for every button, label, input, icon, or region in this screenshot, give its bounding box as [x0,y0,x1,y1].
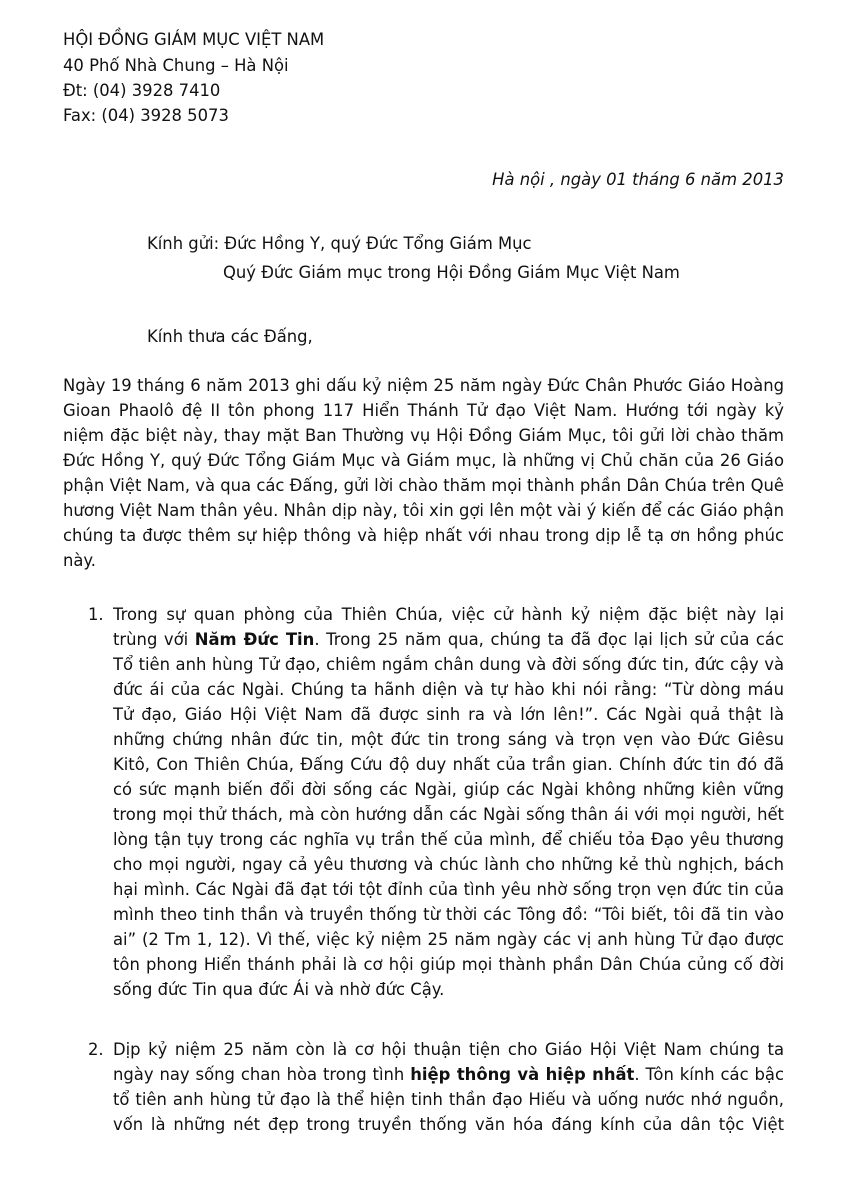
item2-line: tổ tiên anh hùng tử đạo là thể hiện tinh thần đạo Hiếu và uống nước nhớ nguồn, [113,1090,784,1109]
item1-text: trùng với [113,630,195,649]
item1-line: có sức mạnh biến đổi đời sống các Ngài, giúp các Ngài không những kiên vững [113,780,784,799]
salutation: Kính thưa các Đấng, [147,327,313,346]
intro-line: phận Việt Nam, và qua các Đấng, gửi lời chào thăm mọi thành phần Dân Chúa trên Quê [63,476,784,495]
org-phone: Đt: (04) 3928 7410 [63,81,221,100]
org-name: HỘI ĐỒNG GIÁM MỤC VIỆT NAM [63,30,325,49]
item1-line: Tử đạo, Giáo Hội Việt Nam đã được sinh ra và lớn lên!”. Các Ngài quả thật là [113,705,784,724]
item1-line: sống đức Tin qua đức Ái và nhờ đức Cậy. [113,980,445,999]
item2-bold-text: hiệp thông và hiệp nhất [410,1065,635,1084]
org-address: 40 Phố Nhà Chung – Hà Nội [63,56,289,75]
item2-line: vốn là những nét đẹp trong truyền thống văn hóa đáng kính của dân tộc Việt [113,1115,784,1134]
intro-line: này. [63,551,97,570]
intro-line: chúng ta được thêm sự hiệp thông và hiệp nhất với nhau trong dịp lễ tạ ơn hồng phúc [63,526,784,545]
item1-line: trong mọi thử thách, mà còn hướng dẫn các Ngài sống thân ái với mọi người, hết [113,805,784,824]
item2-line-emphasis [113,1062,784,1087]
item2-line: Dịp kỷ niệm 25 năm còn là cơ hội thuận tiện cho Giáo Hội Việt Nam chúng ta [113,1040,784,1059]
item1-line: Tổ tiên anh hùng Tử đạo, chiêm ngắm chân dung và đời sống đức tin, đức cậy và [113,655,784,674]
item2-text: ngày nay sống chan hòa trong tình [113,1065,411,1084]
item1-line: Trong sự quan phòng của Thiên Chúa, việc cử hành kỷ niệm đặc biệt này lại [113,605,784,624]
item1-line: cho mọi người, ngay cả yêu thương và chúc lành cho những kẻ thù nghịch, bách [113,855,784,874]
item1-line: mình theo tinh thần và truyền thống từ thời các Tông đồ: “Tôi biết, tôi đã tin vào [113,905,784,924]
intro-line: Gioan Phaolô đệ II tôn phong 117 Hiển Thánh Tử đạo Việt Nam. Hướng tới ngày kỷ [63,401,784,420]
item1-line: tôn phong Hiển thánh phải là cơ hội giúp mọi thành phần Dân Chúa củng cố đời [113,955,784,974]
item1-line-emphasis [113,627,784,652]
intro-line: Đức Hồng Y, quý Đức Tổng Giám Mục và Giám mục, là những vị Chủ chăn của 26 Giáo [63,451,784,470]
item1-line: lòng tận tụy trong các nghĩa vụ trần thế của mình, để chiếu tỏa Đạo yêu thương [113,830,784,849]
item1-text: . Trong 25 năm qua, chúng ta đã đọc lại lịch sử của các [314,630,784,649]
recipient-line-1: Kính gửi: Đức Hồng Y, quý Đức Tổng Giám Mục [147,234,532,253]
item2-text: . Tôn kính các bậc [634,1065,784,1084]
item1-line: hại mình. Các Ngài đã đạt tới tột đỉnh của tình yêu nhờ sống trọn vẹn đức tin của [113,880,784,899]
item1-line: Kitô, Con Thiên Chúa, Đấng Cứu độ duy nhất của trần gian. Chính đức tin đó đã [113,755,784,774]
list-number: 1. [88,605,104,624]
intro-line: Ngày 19 tháng 6 năm 2013 ghi dấu kỷ niệm 25 năm ngày Đức Chân Phước Giáo Hoàng [63,376,784,395]
letter-date: Hà nội , ngày 01 tháng 6 năm 2013 [492,170,784,189]
item1-bold-text: Năm Đức Tin [194,630,315,649]
intro-line: niệm đặc biệt này, thay mặt Ban Thường vụ Hội Đồng Giám Mục, tôi gửi lời chào thăm [63,426,784,445]
item1-line: đức ái của các Ngài. Chúng ta hãnh diện và tự hào khi nói rằng: “Từ dòng máu [113,680,784,699]
intro-line: hương Việt Nam thân yêu. Nhân dịp này, tôi xin gợi lên một vài ý kiến để các Giáo phận [63,501,784,520]
list-number: 2. [88,1040,104,1059]
item1-line: những chứng nhân đức tin, một đức tin trong sáng và trọn vẹn vào Đức Giêsu [113,730,784,749]
org-fax: Fax: (04) 3928 5073 [63,106,229,125]
recipient-line-2: Quý Đức Giám mục trong Hội Đồng Giám Mục Việt Nam [223,263,680,282]
item1-line: ai” (2 Tm 1, 12). Vì thế, việc kỷ niệm 25 năm ngày các vị anh hùng Tử đạo được [113,930,784,949]
